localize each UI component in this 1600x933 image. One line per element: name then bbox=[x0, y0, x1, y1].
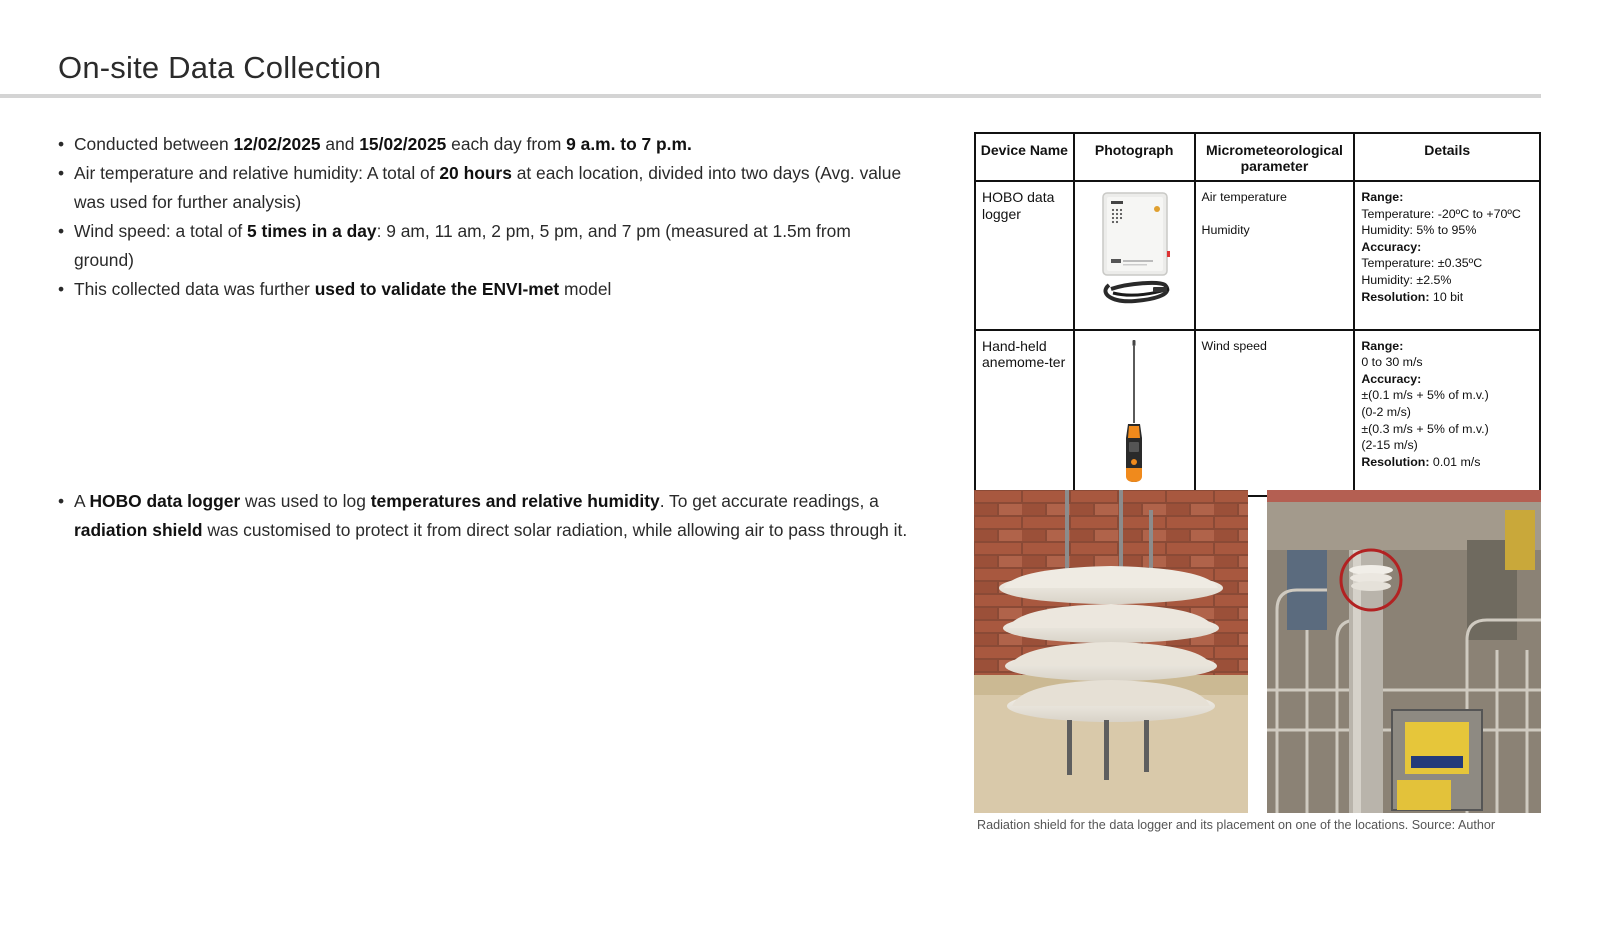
hobo-data-logger-icon bbox=[1089, 189, 1179, 317]
detail-value: (0-2 m/s) bbox=[1361, 404, 1411, 419]
bullet-text: This collected data was further bbox=[74, 279, 315, 299]
anemometer-icon bbox=[1114, 338, 1154, 484]
bullet-emphasis: 9 a.m. to 7 p.m. bbox=[566, 134, 692, 154]
bullet-text: at each location, divided into two days (Avg. value was used for further analysis) bbox=[74, 163, 902, 212]
bullet-list-bottom bbox=[58, 487, 908, 545]
parameter-humidity: Humidity bbox=[1201, 222, 1250, 237]
installed-shield-photo bbox=[1267, 490, 1541, 813]
detail-line bbox=[1361, 255, 1533, 272]
detail-line bbox=[1361, 272, 1533, 289]
bullet-text: was customised to protect it from direct solar radiation, while allowing air to pass through it. bbox=[202, 520, 908, 540]
detail-line bbox=[1361, 189, 1533, 206]
detail-value: Temperature: ±0.35ºC bbox=[1361, 256, 1483, 271]
bullet-text: A bbox=[74, 491, 90, 511]
bullet-text: : 9 am, 11 am, 2 pm, 5 pm, and 7 pm (measured at 1.5m from ground) bbox=[74, 221, 851, 270]
detail-value: 0.01 m/s bbox=[1429, 454, 1481, 469]
device-table bbox=[974, 132, 1541, 497]
parameter-cell bbox=[1195, 181, 1355, 330]
detail-value: 0 to 30 m/s bbox=[1361, 355, 1423, 370]
detail-value: Humidity: ±2.5% bbox=[1361, 272, 1452, 287]
detail-line bbox=[1361, 354, 1533, 371]
detail-label: Range: bbox=[1361, 338, 1404, 353]
bullet-text: . To get accurate readings, a bbox=[659, 491, 879, 511]
bullet-emphasis: 12/02/2025 bbox=[233, 134, 321, 154]
device-name: Hand-held anemome-ter bbox=[975, 330, 1074, 497]
header-details: Details bbox=[1354, 133, 1540, 181]
detail-label: Resolution: bbox=[1361, 454, 1430, 469]
bullet-item bbox=[58, 130, 908, 159]
page-title: On-site Data Collection bbox=[58, 50, 382, 85]
title-divider bbox=[0, 94, 1541, 98]
table-row bbox=[975, 330, 1540, 497]
detail-line bbox=[1361, 454, 1533, 471]
bullet-emphasis: temperatures and relative humidity bbox=[370, 491, 660, 511]
detail-line bbox=[1361, 371, 1533, 388]
detail-value: ±(0.1 m/s + 5% of m.v.) bbox=[1361, 388, 1489, 403]
bullet-text: Air temperature and relative humidity: A total of bbox=[74, 163, 440, 183]
device-name: HOBO data logger bbox=[975, 181, 1074, 330]
detail-value: Temperature: -20ºC to +70ºC bbox=[1361, 206, 1521, 221]
bullet-emphasis: 20 hours bbox=[439, 163, 512, 183]
detail-line bbox=[1361, 404, 1533, 421]
detail-line bbox=[1361, 437, 1533, 454]
radiation-shield-photo bbox=[974, 490, 1248, 813]
detail-line bbox=[1361, 338, 1533, 355]
bullet-text: each day from bbox=[446, 134, 567, 154]
parameter-cell bbox=[1195, 330, 1355, 497]
bullet-text: and bbox=[320, 134, 360, 154]
bullet-emphasis: radiation shield bbox=[74, 520, 203, 540]
detail-line bbox=[1361, 206, 1533, 223]
bullet-list-top bbox=[58, 130, 908, 304]
bullet-text: was used to log bbox=[240, 491, 371, 511]
bullet-item bbox=[58, 487, 908, 545]
detail-line bbox=[1361, 239, 1533, 256]
details-cell bbox=[1354, 330, 1540, 497]
detail-value: 10 bit bbox=[1429, 289, 1464, 304]
detail-label: Range: bbox=[1361, 190, 1404, 204]
detail-line bbox=[1361, 289, 1533, 306]
detail-label: Resolution: bbox=[1361, 289, 1430, 304]
detail-label: Accuracy: bbox=[1361, 239, 1422, 254]
detail-value: Humidity: 5% to 95% bbox=[1361, 223, 1477, 238]
photo-caption: Radiation shield for the data logger and its placement on one of the locations. Source: Author bbox=[977, 818, 1496, 832]
device-photo bbox=[1074, 330, 1195, 497]
bullet-text: Wind speed: a total of bbox=[74, 221, 248, 241]
parameter-air-temperature: Air temperature bbox=[1201, 190, 1287, 204]
detail-line bbox=[1361, 421, 1533, 438]
table-row bbox=[975, 181, 1540, 330]
table-header-row bbox=[975, 133, 1540, 181]
header-photograph: Photograph bbox=[1074, 133, 1195, 181]
bullet-emphasis: HOBO data logger bbox=[89, 491, 241, 511]
bullet-item bbox=[58, 275, 908, 304]
detail-label: Accuracy: bbox=[1361, 371, 1422, 386]
header-parameter: Micrometeorological parameter bbox=[1195, 133, 1355, 181]
bullet-text: Conducted between bbox=[74, 134, 234, 154]
details-cell bbox=[1354, 181, 1540, 330]
parameter-wind-speed: Wind speed bbox=[1201, 338, 1267, 353]
header-device-name: Device Name bbox=[975, 133, 1074, 181]
bullet-text: model bbox=[559, 279, 612, 299]
detail-value: ±(0.3 m/s + 5% of m.v.) bbox=[1361, 421, 1489, 436]
bullet-emphasis: 5 times in a day bbox=[247, 221, 377, 241]
bullet-item bbox=[58, 217, 908, 275]
bullet-emphasis: used to validate the ENVI-met bbox=[314, 279, 560, 299]
detail-value: (2-15 m/s) bbox=[1361, 438, 1418, 453]
bullet-emphasis: 15/02/2025 bbox=[359, 134, 447, 154]
detail-line bbox=[1361, 387, 1533, 404]
detail-line bbox=[1361, 222, 1533, 239]
device-photo bbox=[1074, 181, 1195, 330]
bullet-item bbox=[58, 159, 908, 217]
